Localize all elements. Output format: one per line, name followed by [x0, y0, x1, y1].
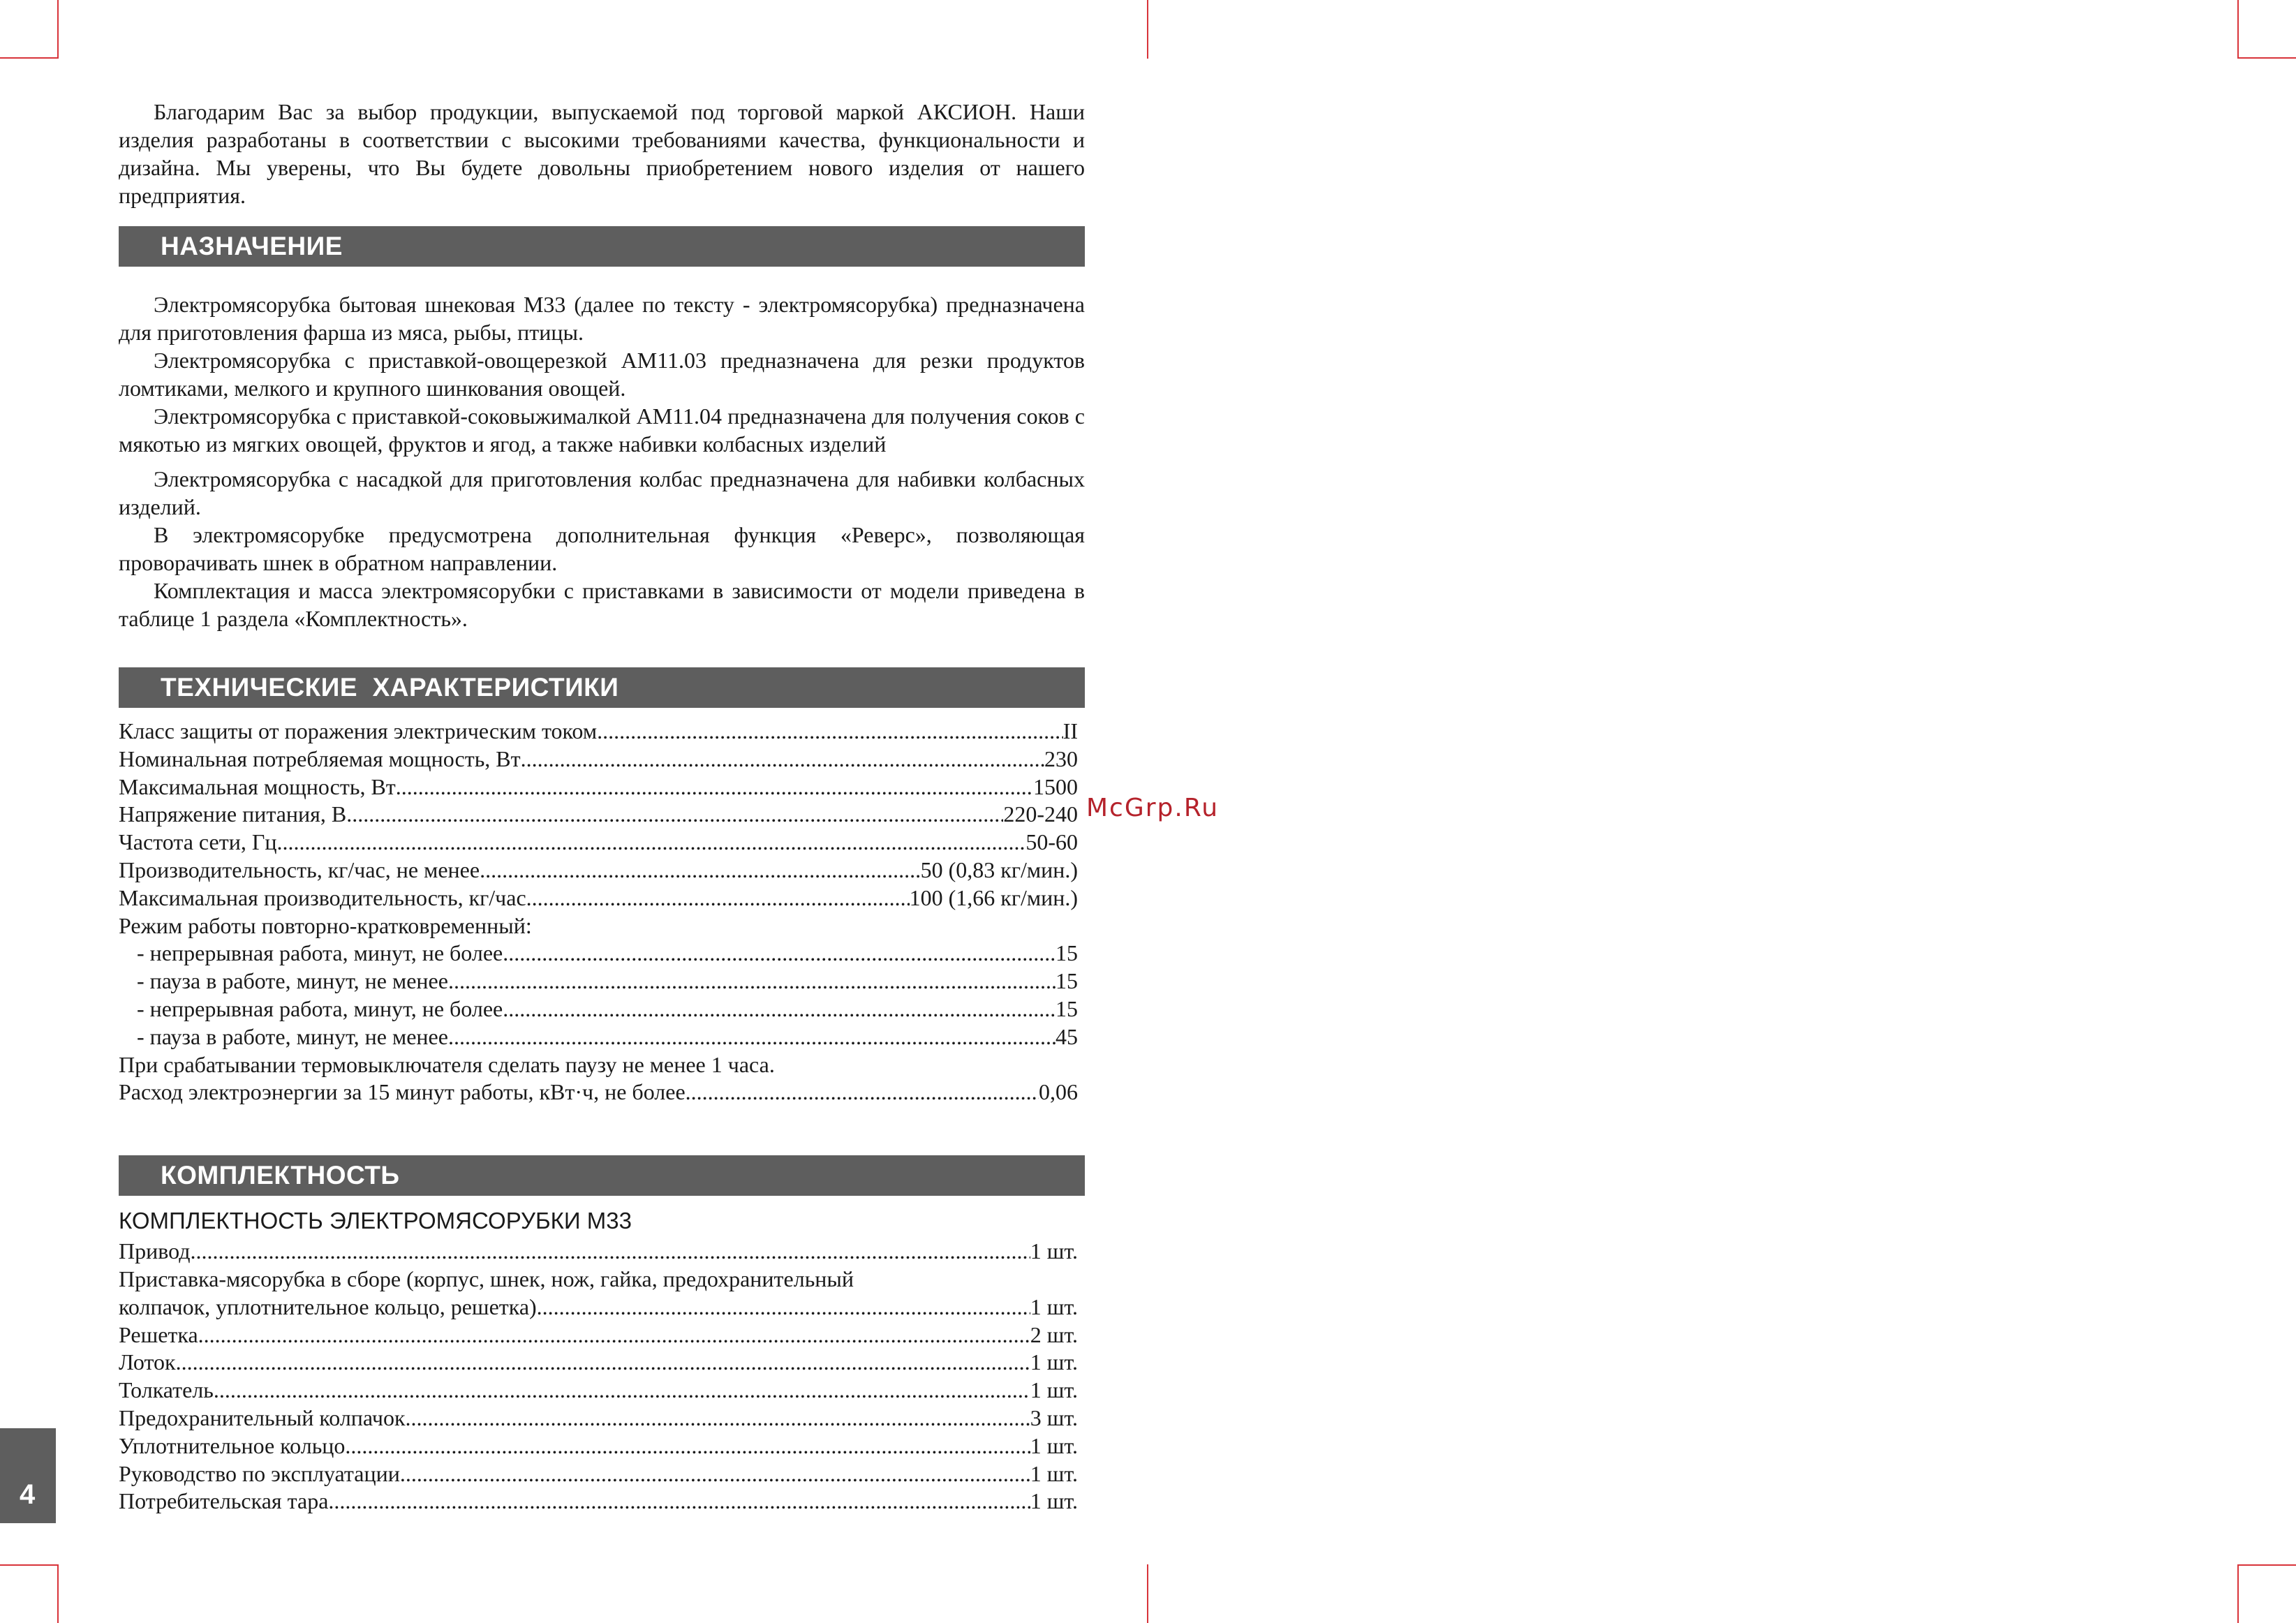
kit-item — [119, 1488, 1078, 1515]
kit-section-header: КОМПЛЕКТНОСТЬ — [119, 1155, 1085, 1196]
spec-row — [119, 884, 1078, 912]
purpose-paragraph: В электромясорубке предусмотрена дополнительная функция «Реверс», позволяющая проворачивать шнек в обратном направлении. — [119, 522, 1085, 575]
spec-label: - непрерывная работа, минут, не более — [137, 940, 503, 966]
dot-leader — [526, 884, 910, 912]
spec-label: Частота сети, Гц — [119, 829, 277, 855]
spec-row — [119, 746, 1078, 773]
dot-leader — [400, 1460, 1030, 1488]
dot-leader — [537, 1294, 1030, 1321]
purpose-paragraph: Электромясорубка с насадкой для приготовления колбас предназначена для набивки колбасных изделий. — [119, 466, 1085, 519]
kit-item-label: Решетка — [119, 1321, 198, 1347]
crop-mark — [0, 57, 59, 59]
dot-leader — [521, 746, 1044, 773]
kit-item-label: Предохранительный колпачок — [119, 1405, 406, 1430]
kit-item — [119, 1432, 1078, 1460]
spec-label: Максимальная мощность, Вт — [119, 773, 396, 799]
purpose-paragraph: Электромясорубка с приставкой-соковыжималкой АМ11.04 предназначена для получения соков с мякотью из мягких овощей, фруктов и ягод, а также набивки колбасных изделий — [119, 403, 1085, 457]
spec-row — [119, 857, 1078, 884]
dot-leader — [686, 1079, 1039, 1106]
crop-mark — [57, 0, 59, 59]
spec-label: Расход электроэнергии за 15 минут работы, кВт·ч, не более — [119, 1079, 686, 1105]
kit-item-qty: 1 шт. — [1030, 1432, 1078, 1458]
dot-leader — [503, 940, 1056, 968]
kit-item-label: Потребительская тара — [119, 1488, 329, 1514]
spec-value: 15 — [1056, 968, 1078, 994]
crop-mark — [1147, 1564, 1148, 1623]
dot-leader — [480, 857, 921, 884]
dot-leader — [405, 1405, 1030, 1432]
spec-label: Напряжение питания, В — [119, 801, 347, 827]
thermo-note: При срабатывании термовыключателя сделать паузу не менее 1 часа. — [119, 1051, 775, 1077]
kit-item-qty: 1 шт. — [1030, 1349, 1078, 1375]
crop-mark — [2237, 57, 2296, 59]
specs-section-header: ТЕХНИЧЕСКИЕ ХАРАКТЕРИСТИКИ — [119, 667, 1085, 708]
dot-leader — [448, 1023, 1056, 1051]
kit-item-qty: 1 шт. — [1030, 1238, 1078, 1264]
kit-list — [119, 1238, 1085, 1515]
energy-row — [119, 1079, 1078, 1106]
spec-value: 1500 — [1033, 773, 1078, 799]
purpose-paragraph: Электромясорубка бытовая шнековая М33 (далее по тексту - электромясорубка) предназначена для приготовления фарша из мяса, рыбы, птицы. — [119, 292, 1085, 345]
spec-label: - пауза в работе, минут, не менее — [137, 1023, 448, 1049]
dot-leader — [396, 773, 1033, 801]
spec-value: 230 — [1044, 746, 1078, 771]
kit-item-qty: 3 шт. — [1030, 1405, 1078, 1430]
spec-row — [119, 773, 1078, 801]
dot-leader — [214, 1377, 1030, 1405]
spec-value: 50 (0,83 кг/мин.) — [920, 857, 1078, 882]
kit-item — [119, 1405, 1078, 1432]
spec-label: Максимальная производительность, кг/час — [119, 884, 526, 910]
purpose-section-header: НАЗНАЧЕНИЕ — [119, 226, 1085, 267]
crop-mark — [57, 1564, 59, 1623]
kit-item — [119, 1460, 1078, 1488]
crop-mark — [2237, 0, 2239, 59]
intro-paragraph: Благодарим Вас за выбор продукции, выпускаемой под торговой маркой АКСИОН. Наши изделия разработаны в соответствии с высокими требованиями качества, функциональности и дизайна. Мы уверены, что Вы будете довольны приобретением нового изделия от нашего предприятия. — [119, 99, 1085, 208]
spec-row — [119, 801, 1078, 829]
dot-leader — [345, 1432, 1030, 1460]
spec-label: - пауза в работе, минут, не менее — [137, 968, 448, 994]
kit-item-qty: 1 шт. — [1030, 1460, 1078, 1486]
spec-value: II — [1062, 718, 1078, 743]
kit-item-label: колпачок, уплотнительное кольцо, решетка) — [119, 1294, 537, 1319]
dot-leader — [328, 1488, 1030, 1515]
watermark: McGrp.Ru — [1086, 794, 1220, 822]
dot-leader — [176, 1349, 1030, 1377]
specs-list — [119, 718, 1085, 1106]
spec-row — [119, 829, 1078, 857]
dot-leader — [503, 995, 1056, 1023]
dot-leader — [276, 829, 1025, 857]
kit-item-label: Толкатель — [119, 1377, 214, 1403]
kit-item-label: Руководство по эксплуатации — [119, 1460, 400, 1486]
spec-value: 0,06 — [1039, 1079, 1078, 1105]
spec-value: 100 (1,66 кг/мин.) — [909, 884, 1078, 910]
dot-leader — [190, 1238, 1030, 1266]
spec-value: 220-240 — [1003, 801, 1078, 827]
kit-item-qty: 1 шт. — [1030, 1294, 1078, 1319]
purpose-paragraph: Электромясорубка с приставкой-овощерезкой АМ11.03 предназначена для резки продуктов ломтиками, мелкого и крупного шинкования овощей. — [119, 348, 1085, 401]
purpose-body — [119, 290, 1085, 632]
kit-subtitle: КОМПЛЕКТНОСТЬ ЭЛЕКТРОМЯСОРУБКИ М33 — [119, 1208, 632, 1234]
page-number-tab — [0, 1428, 56, 1523]
spec-value: 50-60 — [1025, 829, 1078, 855]
purpose-paragraph: Комплектация и масса электромясорубки с приставками в зависимости от модели приведена в таблице 1 раздела «Комплектность». — [119, 578, 1085, 631]
dot-leader — [448, 968, 1056, 995]
spec-value: 15 — [1056, 940, 1078, 966]
kit-item — [119, 1294, 1078, 1321]
kit-item-qty: 1 шт. — [1030, 1377, 1078, 1403]
crop-mark — [2237, 1564, 2296, 1566]
page-content — [119, 98, 1085, 1515]
kit-item-label: Уплотнительное кольцо — [119, 1432, 346, 1458]
spec-value: 45 — [1056, 1023, 1078, 1049]
crop-mark — [2237, 1564, 2239, 1623]
spec-label: Класс защиты от поражения электрическим током — [119, 718, 598, 743]
mode-heading: Режим работы повторно-кратковременный: — [119, 912, 532, 938]
crop-mark — [1147, 0, 1148, 59]
dot-leader — [198, 1321, 1030, 1349]
spec-label: Производительность, кг/час, не менее — [119, 857, 480, 882]
dot-leader — [597, 718, 1063, 746]
page-number: 4 — [20, 1479, 36, 1510]
mode-row — [119, 968, 1078, 995]
kit-item — [119, 1321, 1078, 1349]
kit-item — [119, 1377, 1078, 1405]
kit-item-qty: 1 шт. — [1030, 1488, 1078, 1514]
dot-leader — [346, 801, 1003, 829]
kit-item-label: Привод — [119, 1238, 191, 1264]
spec-row — [119, 718, 1078, 746]
spec-label: - непрерывная работа, минут, не более — [137, 995, 503, 1021]
kit-item-label: Приставка-мясорубка в сборе (корпус, шнек, нож, гайка, предохранительный — [119, 1266, 854, 1291]
kit-item-label: Лоток — [119, 1349, 176, 1375]
mode-row — [119, 1023, 1078, 1051]
spec-label: Номинальная потребляемая мощность, Вт — [119, 746, 521, 771]
crop-mark — [0, 1564, 59, 1566]
kit-item-qty: 2 шт. — [1030, 1321, 1078, 1347]
kit-item — [119, 1238, 1078, 1266]
spec-value: 15 — [1056, 995, 1078, 1021]
mode-row — [119, 995, 1078, 1023]
kit-item — [119, 1266, 1085, 1294]
mode-row — [119, 940, 1078, 968]
kit-item — [119, 1349, 1078, 1377]
